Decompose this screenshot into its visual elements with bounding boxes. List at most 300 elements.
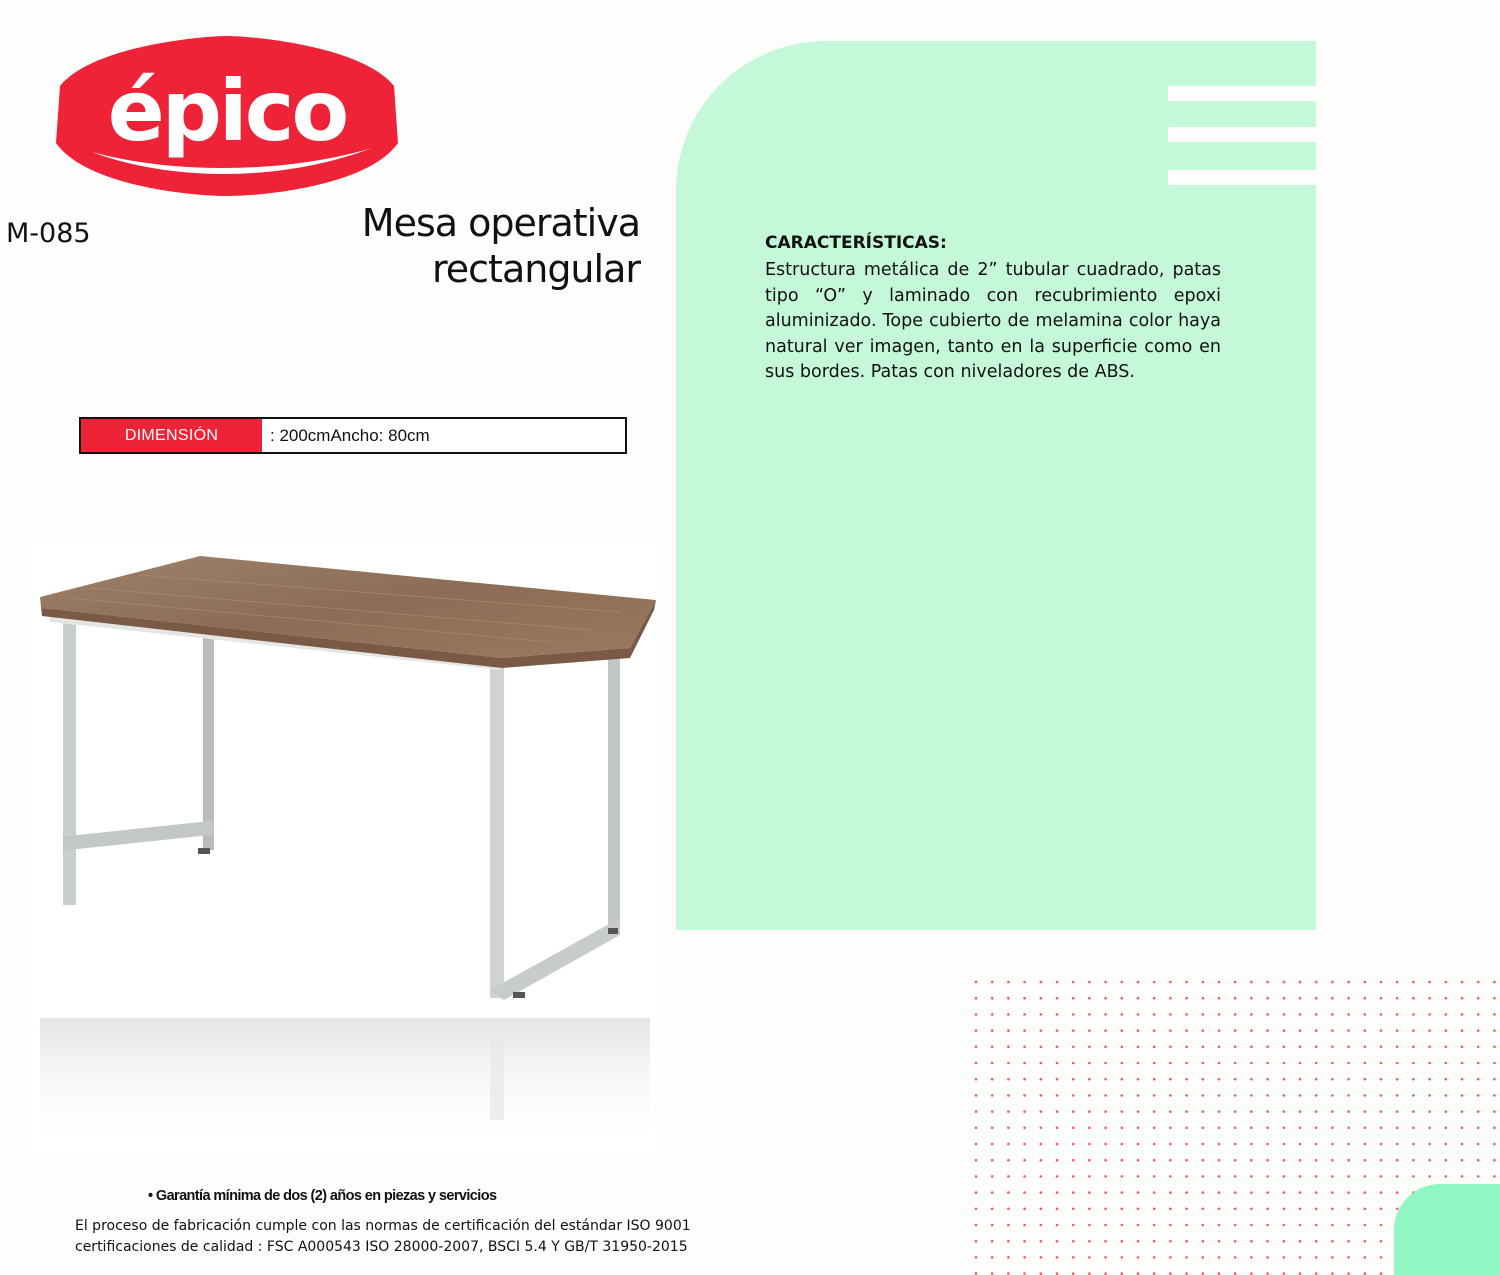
pattern-dot xyxy=(1121,1143,1124,1146)
pattern-dot xyxy=(1023,997,1026,1000)
pattern-dot xyxy=(1169,1159,1172,1162)
pattern-dot xyxy=(1412,1110,1415,1113)
pattern-dot xyxy=(1023,1046,1026,1049)
pattern-dot xyxy=(975,1191,978,1194)
pattern-dot xyxy=(1315,981,1318,984)
pattern-dot xyxy=(1445,1110,1448,1113)
pattern-dot xyxy=(1072,1175,1075,1178)
pattern-dot xyxy=(1380,1094,1383,1097)
pattern-dot xyxy=(1056,1062,1059,1065)
pattern-dot xyxy=(1250,997,1253,1000)
pattern-dot xyxy=(1445,997,1448,1000)
pattern-dot xyxy=(991,1240,994,1243)
pattern-dot xyxy=(1364,1094,1367,1097)
pattern-dot xyxy=(1202,1127,1205,1130)
pattern-dot xyxy=(1040,1208,1043,1211)
pattern-dot xyxy=(1347,1046,1350,1049)
pattern-dot xyxy=(1364,1175,1367,1178)
pattern-dot xyxy=(1315,1143,1318,1146)
pattern-dot xyxy=(1218,1240,1221,1243)
pattern-dot xyxy=(1493,1013,1496,1016)
pattern-dot xyxy=(1040,981,1043,984)
pattern-dot xyxy=(1266,1013,1269,1016)
pattern-dot xyxy=(1007,1256,1010,1259)
pattern-dot xyxy=(1283,1208,1286,1211)
pattern-dot xyxy=(975,1078,978,1081)
pattern-dot xyxy=(1250,1046,1253,1049)
pattern-dot xyxy=(1007,1110,1010,1113)
pattern-dot xyxy=(1347,981,1350,984)
pattern-dot xyxy=(1347,1013,1350,1016)
pattern-dot xyxy=(1121,1029,1124,1032)
pattern-dot xyxy=(1396,1094,1399,1097)
pattern-dot xyxy=(1202,1094,1205,1097)
pattern-dot xyxy=(1299,1029,1302,1032)
pattern-dot xyxy=(1104,1175,1107,1178)
pattern-dot xyxy=(1396,1159,1399,1162)
pattern-dot xyxy=(1250,1062,1253,1065)
pattern-dot xyxy=(1283,1159,1286,1162)
pattern-dot xyxy=(1266,1094,1269,1097)
pattern-dot xyxy=(1234,1029,1237,1032)
pattern-dot xyxy=(1428,981,1431,984)
pattern-dot xyxy=(1218,1143,1221,1146)
pattern-dot xyxy=(975,1127,978,1130)
pattern-dot xyxy=(1056,1208,1059,1211)
pattern-dot xyxy=(1169,1078,1172,1081)
pattern-dot xyxy=(1493,1029,1496,1032)
pattern-dot xyxy=(1056,1094,1059,1097)
pattern-dot xyxy=(1347,1175,1350,1178)
pattern-dot xyxy=(1283,1078,1286,1081)
pattern-dot xyxy=(1380,1127,1383,1130)
pattern-dot xyxy=(975,1110,978,1113)
pattern-dot xyxy=(1347,1208,1350,1211)
pattern-dot xyxy=(1007,1127,1010,1130)
pattern-dot xyxy=(1121,1046,1124,1049)
pattern-dot xyxy=(1283,1013,1286,1016)
pattern-dot xyxy=(1056,1159,1059,1162)
pattern-dot xyxy=(1299,1062,1302,1065)
pattern-dot xyxy=(1072,1208,1075,1211)
pattern-dot xyxy=(1234,1240,1237,1243)
pattern-dot xyxy=(1056,1110,1059,1113)
pattern-dot xyxy=(1380,1078,1383,1081)
pattern-dot xyxy=(1185,1191,1188,1194)
pattern-dot xyxy=(1040,1175,1043,1178)
pattern-dot xyxy=(1347,1159,1350,1162)
pattern-dot xyxy=(1461,1143,1464,1146)
pattern-dot xyxy=(1007,1208,1010,1211)
pattern-dot xyxy=(1396,1175,1399,1178)
pattern-dot xyxy=(1347,1143,1350,1146)
pattern-dot xyxy=(991,1224,994,1227)
pattern-dot xyxy=(1153,981,1156,984)
pattern-dot xyxy=(1364,1078,1367,1081)
pattern-dot xyxy=(1121,1208,1124,1211)
pattern-dot xyxy=(1412,1175,1415,1178)
pattern-dot xyxy=(1218,1256,1221,1259)
pattern-dot xyxy=(1185,1094,1188,1097)
pattern-dot xyxy=(1040,1127,1043,1130)
pattern-dot xyxy=(1153,997,1156,1000)
pattern-dot xyxy=(1347,1029,1350,1032)
pattern-dot xyxy=(1234,997,1237,1000)
pattern-dot xyxy=(1380,1256,1383,1259)
pattern-dot xyxy=(1299,1159,1302,1162)
pattern-dot xyxy=(991,1191,994,1194)
pattern-dot xyxy=(1072,1062,1075,1065)
pattern-dot xyxy=(1396,981,1399,984)
pattern-dot xyxy=(975,1256,978,1259)
pattern-dot xyxy=(1250,1256,1253,1259)
pattern-dot xyxy=(1104,1094,1107,1097)
pattern-dot xyxy=(1121,1224,1124,1227)
pattern-dot xyxy=(1137,1159,1140,1162)
pattern-dot xyxy=(1380,1110,1383,1113)
pattern-dot xyxy=(1023,1175,1026,1178)
pattern-dot xyxy=(1428,1143,1431,1146)
pattern-dot xyxy=(1153,1159,1156,1162)
pattern-dot xyxy=(1088,1224,1091,1227)
pattern-dot xyxy=(1185,981,1188,984)
pattern-dot xyxy=(1445,1094,1448,1097)
pattern-dot xyxy=(1299,1094,1302,1097)
pattern-dot xyxy=(1412,1078,1415,1081)
pattern-dot xyxy=(1412,1062,1415,1065)
pattern-dot xyxy=(1315,1240,1318,1243)
pattern-dot xyxy=(1056,981,1059,984)
pattern-dot xyxy=(1202,1256,1205,1259)
pattern-dot xyxy=(1477,1078,1480,1081)
pattern-dot xyxy=(1185,1143,1188,1146)
pattern-dot xyxy=(975,1224,978,1227)
pattern-dot xyxy=(1331,1046,1334,1049)
pattern-dot xyxy=(1477,1029,1480,1032)
pattern-dot xyxy=(1088,1062,1091,1065)
pattern-dot xyxy=(1040,1191,1043,1194)
pattern-dot xyxy=(1040,1224,1043,1227)
pattern-dot xyxy=(991,1127,994,1130)
pattern-dot xyxy=(1299,1127,1302,1130)
pattern-dot xyxy=(1412,1013,1415,1016)
pattern-dot xyxy=(1250,1143,1253,1146)
pattern-dot xyxy=(1153,1256,1156,1259)
pattern-dot xyxy=(1169,1062,1172,1065)
pattern-dot xyxy=(1023,1013,1026,1016)
pattern-dot xyxy=(1266,1062,1269,1065)
pattern-dot xyxy=(1315,1029,1318,1032)
pattern-dot xyxy=(1396,1078,1399,1081)
pattern-dot xyxy=(1266,1175,1269,1178)
pattern-dot xyxy=(1266,1240,1269,1243)
pattern-dot xyxy=(1023,1159,1026,1162)
pattern-dot xyxy=(1007,1013,1010,1016)
pattern-dot xyxy=(1104,1046,1107,1049)
pattern-dot xyxy=(1380,981,1383,984)
guarantee-note: • Garantía mínima de dos (2) años en piezas y servicios xyxy=(148,1188,497,1204)
pattern-dot xyxy=(1380,1224,1383,1227)
pattern-dot xyxy=(1104,1127,1107,1130)
pattern-dot xyxy=(1315,997,1318,1000)
pattern-dot xyxy=(1445,1143,1448,1146)
pattern-dot xyxy=(991,1078,994,1081)
pattern-dot xyxy=(1234,1046,1237,1049)
pattern-dot xyxy=(1040,1159,1043,1162)
pattern-dot xyxy=(1461,1159,1464,1162)
pattern-dot xyxy=(1234,1062,1237,1065)
pattern-dot xyxy=(1493,1046,1496,1049)
pattern-dot xyxy=(1493,1127,1496,1130)
pattern-dot xyxy=(1104,1029,1107,1032)
pattern-dot xyxy=(1121,1094,1124,1097)
pattern-dot xyxy=(1104,1240,1107,1243)
pattern-dot xyxy=(1461,1029,1464,1032)
pattern-dot xyxy=(1185,1013,1188,1016)
pattern-dot xyxy=(1266,1078,1269,1081)
pattern-dot xyxy=(1023,1078,1026,1081)
pattern-dot xyxy=(1331,1094,1334,1097)
pattern-dot xyxy=(1104,1062,1107,1065)
pattern-dot xyxy=(1266,1046,1269,1049)
pattern-dot xyxy=(1153,1191,1156,1194)
pattern-dot xyxy=(1493,1094,1496,1097)
pattern-dot xyxy=(1072,1013,1075,1016)
pattern-dot xyxy=(1396,1013,1399,1016)
pattern-dot xyxy=(1023,1191,1026,1194)
pattern-dot xyxy=(1072,1127,1075,1130)
decorative-stripe xyxy=(1168,127,1316,142)
pattern-dot xyxy=(1121,1013,1124,1016)
pattern-dot xyxy=(1072,1046,1075,1049)
pattern-dot xyxy=(1493,1175,1496,1178)
pattern-dot xyxy=(1218,1191,1221,1194)
pattern-dot xyxy=(1364,1159,1367,1162)
pattern-dot xyxy=(1104,981,1107,984)
pattern-dot xyxy=(1088,1029,1091,1032)
pattern-dot xyxy=(1412,981,1415,984)
pattern-dot xyxy=(1477,1143,1480,1146)
pattern-dot xyxy=(1234,1127,1237,1130)
pattern-dot xyxy=(1088,997,1091,1000)
dimension-bar xyxy=(79,417,627,454)
pattern-dot xyxy=(1445,1046,1448,1049)
pattern-dot xyxy=(1023,1240,1026,1243)
pattern-dot xyxy=(1185,1062,1188,1065)
pattern-dot xyxy=(1477,1175,1480,1178)
pattern-dot xyxy=(1234,1110,1237,1113)
pattern-dot xyxy=(1088,981,1091,984)
pattern-dot xyxy=(1121,1110,1124,1113)
pattern-dot xyxy=(1364,1191,1367,1194)
pattern-dot xyxy=(1218,981,1221,984)
pattern-dot xyxy=(1104,1013,1107,1016)
pattern-dot xyxy=(1477,1046,1480,1049)
pattern-dot xyxy=(1364,1127,1367,1130)
pattern-dot xyxy=(1072,1110,1075,1113)
pattern-dot xyxy=(1023,1127,1026,1130)
pattern-dot xyxy=(1153,1078,1156,1081)
pattern-dot xyxy=(1185,1078,1188,1081)
pattern-dot xyxy=(1380,1175,1383,1178)
pattern-dot xyxy=(1056,997,1059,1000)
pattern-dot xyxy=(1088,1240,1091,1243)
pattern-dot xyxy=(1331,1159,1334,1162)
pattern-dot xyxy=(1234,1191,1237,1194)
pattern-dot xyxy=(1266,981,1269,984)
pattern-dot xyxy=(1234,1224,1237,1227)
pattern-dot xyxy=(991,1159,994,1162)
title-line-1: Mesa operativa xyxy=(361,201,640,245)
pattern-dot xyxy=(1477,1094,1480,1097)
pattern-dot xyxy=(1153,1110,1156,1113)
pattern-dot xyxy=(1331,981,1334,984)
pattern-dot xyxy=(1315,1094,1318,1097)
pattern-dot xyxy=(1315,1224,1318,1227)
pattern-dot xyxy=(1185,1127,1188,1130)
pattern-dot xyxy=(1056,1224,1059,1227)
pattern-dot xyxy=(1315,1175,1318,1178)
pattern-dot xyxy=(1202,1078,1205,1081)
pattern-dot xyxy=(1493,1143,1496,1146)
pattern-dot xyxy=(1088,1078,1091,1081)
pattern-dot xyxy=(1185,997,1188,1000)
pattern-dot xyxy=(1380,1062,1383,1065)
pattern-dot xyxy=(1153,1062,1156,1065)
pattern-dot xyxy=(1266,997,1269,1000)
pattern-dot xyxy=(1088,1208,1091,1211)
pattern-dot xyxy=(1283,1029,1286,1032)
pattern-dot xyxy=(1169,981,1172,984)
pattern-dot xyxy=(1185,1175,1188,1178)
pattern-dot xyxy=(1218,1062,1221,1065)
pattern-dot xyxy=(1007,981,1010,984)
pattern-dot xyxy=(1428,1159,1431,1162)
pattern-dot xyxy=(1364,1224,1367,1227)
pattern-dot xyxy=(1056,1013,1059,1016)
pattern-dot xyxy=(1023,1256,1026,1259)
pattern-dot xyxy=(975,1013,978,1016)
pattern-dot xyxy=(1040,1046,1043,1049)
pattern-dot xyxy=(1072,1224,1075,1227)
pattern-dot xyxy=(1169,1208,1172,1211)
pattern-dot xyxy=(1250,1175,1253,1178)
pattern-dot xyxy=(1445,981,1448,984)
pattern-dot xyxy=(1445,1013,1448,1016)
pattern-dot xyxy=(1040,1143,1043,1146)
pattern-dot xyxy=(1250,1094,1253,1097)
pattern-dot xyxy=(1493,981,1496,984)
pattern-dot xyxy=(1266,1159,1269,1162)
pattern-dot xyxy=(1137,1240,1140,1243)
pattern-dot xyxy=(991,1256,994,1259)
pattern-dot xyxy=(1347,997,1350,1000)
pattern-dot xyxy=(1104,1110,1107,1113)
pattern-dot xyxy=(1088,1256,1091,1259)
pattern-dot xyxy=(1056,1029,1059,1032)
pattern-dot xyxy=(1477,1127,1480,1130)
pattern-dot xyxy=(1412,1143,1415,1146)
pattern-dot xyxy=(1250,1013,1253,1016)
pattern-dot xyxy=(1283,1240,1286,1243)
pattern-dot xyxy=(1234,1256,1237,1259)
pattern-dot xyxy=(1153,1094,1156,1097)
pattern-dot xyxy=(1380,1013,1383,1016)
pattern-dot xyxy=(1347,1078,1350,1081)
pattern-dot xyxy=(1202,1191,1205,1194)
pattern-dot xyxy=(1461,997,1464,1000)
pattern-dot xyxy=(1088,1094,1091,1097)
pattern-dot xyxy=(1234,1078,1237,1081)
pattern-dot xyxy=(1315,1208,1318,1211)
pattern-dot xyxy=(1169,1224,1172,1227)
pattern-dot xyxy=(1347,1224,1350,1227)
pattern-dot xyxy=(1315,1110,1318,1113)
pattern-dot xyxy=(1137,1127,1140,1130)
dimension-label: DIMENSIÓN xyxy=(81,419,262,452)
pattern-dot xyxy=(1428,1029,1431,1032)
pattern-dot xyxy=(1169,1191,1172,1194)
pattern-dot xyxy=(991,1143,994,1146)
pattern-dot xyxy=(1428,1127,1431,1130)
pattern-dot xyxy=(1137,981,1140,984)
pattern-dot xyxy=(1250,1224,1253,1227)
pattern-dot xyxy=(1218,1208,1221,1211)
pattern-dot xyxy=(1493,1078,1496,1081)
pattern-dot xyxy=(1347,1240,1350,1243)
pattern-dot xyxy=(1266,1110,1269,1113)
pattern-dot xyxy=(1153,1175,1156,1178)
pattern-dot xyxy=(1121,997,1124,1000)
pattern-dot xyxy=(1072,1191,1075,1194)
pattern-dot xyxy=(1234,1208,1237,1211)
pattern-dot xyxy=(1088,1175,1091,1178)
pattern-dot xyxy=(1056,1143,1059,1146)
pattern-dot xyxy=(1104,1208,1107,1211)
pattern-dot xyxy=(1315,1191,1318,1194)
pattern-dot xyxy=(975,1175,978,1178)
pattern-dot xyxy=(1315,1256,1318,1259)
pattern-dot xyxy=(1283,1094,1286,1097)
pattern-dot xyxy=(1218,1013,1221,1016)
pattern-dot xyxy=(1234,1094,1237,1097)
pattern-dot xyxy=(1040,1078,1043,1081)
pattern-dot xyxy=(1445,1078,1448,1081)
pattern-dot xyxy=(1202,1175,1205,1178)
pattern-dot xyxy=(1428,1046,1431,1049)
pattern-dot xyxy=(1250,1029,1253,1032)
pattern-dot xyxy=(1007,1240,1010,1243)
pattern-dot xyxy=(1299,1256,1302,1259)
dimension-value: : 200cmAncho: 80cm xyxy=(262,419,625,452)
pattern-dot xyxy=(1185,1159,1188,1162)
pattern-dot xyxy=(1040,1029,1043,1032)
pattern-dot xyxy=(1396,1191,1399,1194)
pattern-dot xyxy=(1364,981,1367,984)
pattern-dot xyxy=(1202,997,1205,1000)
pattern-dot xyxy=(1088,1191,1091,1194)
decorative-stripe xyxy=(1168,170,1316,185)
pattern-dot xyxy=(1380,1046,1383,1049)
pattern-dot xyxy=(1347,1062,1350,1065)
pattern-dot xyxy=(991,997,994,1000)
pattern-dot xyxy=(1396,997,1399,1000)
pattern-dot xyxy=(1202,981,1205,984)
pattern-dot xyxy=(1331,997,1334,1000)
pattern-dot xyxy=(1185,1046,1188,1049)
pattern-dot xyxy=(1396,1046,1399,1049)
pattern-dot xyxy=(1137,1224,1140,1227)
